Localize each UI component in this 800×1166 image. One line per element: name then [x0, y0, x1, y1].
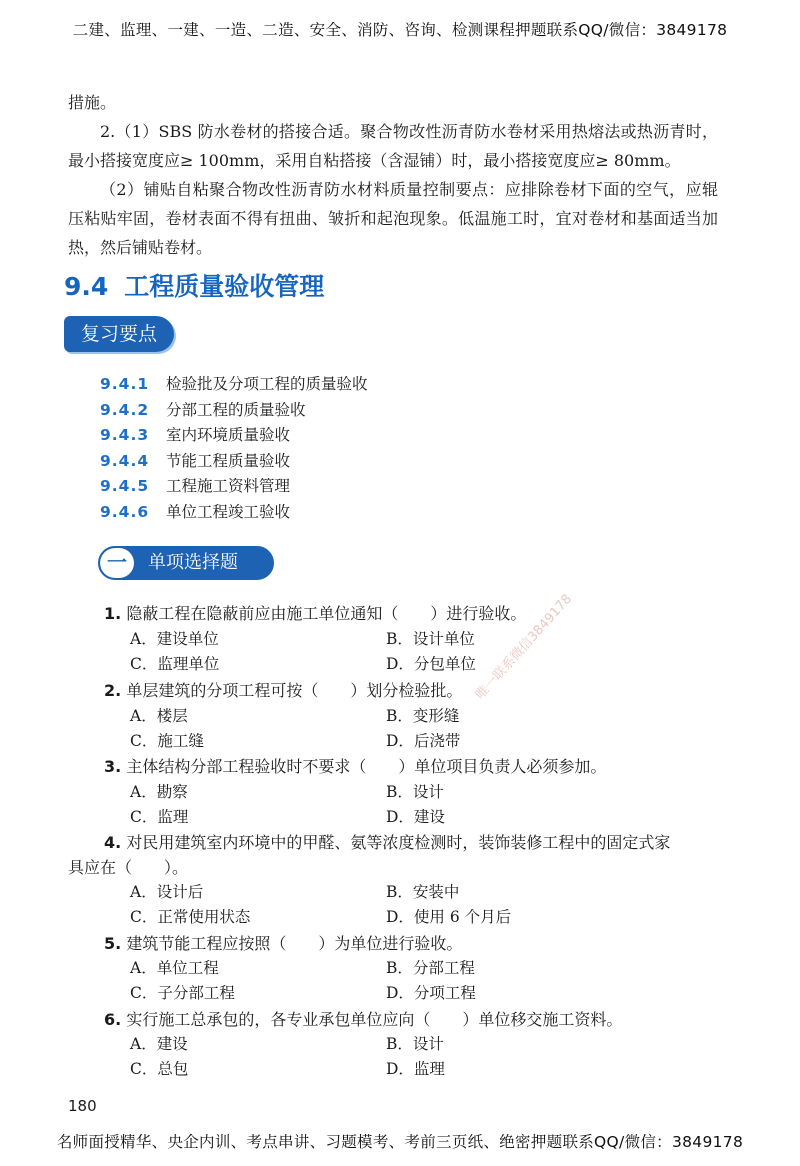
question-text-continued: 具应在（ ）。 [68, 858, 189, 877]
review-item-text: 单位工程竣工验收 [166, 502, 291, 521]
option-b: B．设计 [386, 783, 444, 801]
question-number: 2. [104, 681, 122, 700]
intro-line0: 措施。 [68, 93, 117, 112]
option-a: A．单位工程 [130, 959, 219, 977]
question-stem [104, 678, 462, 701]
option-b: B．设计单位 [386, 630, 475, 648]
option-b: B．变形缝 [386, 707, 460, 725]
review-item-number: 9.4.3 [100, 426, 150, 444]
review-item-number: 9.4.5 [100, 477, 150, 495]
review-item [100, 372, 368, 398]
question-stem [104, 931, 462, 954]
option-d: D．分项工程 [386, 984, 476, 1002]
review-item [100, 474, 368, 500]
question-text: 单层建筑的分项工程可按（ ）划分检验批。 [126, 681, 463, 700]
option-c: C．总包 [130, 1060, 189, 1078]
section-marker: 一 [100, 548, 134, 578]
option-a: A．建设 [130, 1035, 188, 1053]
option-d: D．分包单位 [386, 655, 476, 673]
review-item-text: 分部工程的质量验收 [166, 400, 306, 419]
option-d: D．监理 [386, 1060, 445, 1078]
review-item-text: 检验批及分项工程的质量验收 [166, 375, 368, 393]
intro-para2: （2）铺贴自粘聚合物改性沥青防水材料质量控制要点：应排除卷材下面的空气，应辊压粘贴牢固，卷材表面不得有扭曲、皱折和起泡现象。低温施工时，宜对卷材和基面适当加热，然后铺贴卷材。 [68, 180, 718, 257]
review-item-text: 室内环境质量验收 [166, 426, 291, 444]
option-c: C．施工缝 [130, 732, 204, 750]
question-text: 实行施工总承包的，各专业承包单位应向（ ）单位移交施工资料。 [126, 1010, 623, 1029]
option-b: B．安装中 [386, 883, 460, 901]
option-d: D．使用 6 个月后 [386, 908, 512, 926]
section-number: 9.4 [64, 272, 109, 301]
option-d: D．建设 [386, 808, 445, 826]
question-text: 隐蔽工程在隐蔽前应由施工单位通知（ ）进行验收。 [126, 604, 527, 623]
option-a: A．建设单位 [130, 630, 219, 648]
question-stem [104, 830, 670, 853]
question-stem [104, 601, 526, 624]
watermark: 唯一联系微信3849178 [472, 591, 576, 703]
review-item-number: 9.4.2 [100, 400, 150, 419]
question-number: 5. [104, 934, 122, 953]
option-a: A．楼层 [130, 707, 188, 725]
option-b: B．设计 [386, 1035, 444, 1053]
option-c: C．监理单位 [130, 655, 220, 673]
option-d: D．后浇带 [386, 732, 461, 750]
review-item [100, 500, 368, 526]
question-text: 建筑节能工程应按照（ ）为单位进行验收。 [126, 934, 463, 953]
top-banner: 二建、监理、一建、一造、二造、安全、消防、咨询、检测课程押题联系QQ/微信：3849178 [72, 21, 728, 39]
intro-para1: 2.（1）SBS 防水卷材的搭接合适。聚合物改性沥青防水卷材采用热熔法或热沥青时，最小搭接宽度应≥ 100mm，采用自粘搭接（含湿铺）时，最小搭接宽度应≥ 80mm。 [68, 122, 718, 170]
question-number: 4. [104, 833, 122, 852]
option-a: A．勘察 [130, 783, 188, 801]
review-item-number: 9.4.6 [100, 502, 150, 521]
question-stem [104, 754, 606, 777]
review-item [100, 398, 368, 424]
review-item-text: 节能工程质量验收 [166, 451, 291, 470]
question-number: 1. [104, 604, 122, 623]
review-item-text: 工程施工资料管理 [166, 477, 291, 495]
bottom-banner: 名师面授精华、央企内训、考点串讲、习题模考、考前三页纸、绝密押题联系QQ/微信：3849178 [56, 1133, 744, 1151]
section-title: 工程质量验收管理 [124, 272, 325, 301]
question-text: 主体结构分部工程验收时不要求（ ）单位项目负责人必须参加。 [126, 757, 607, 776]
question-number: 6. [104, 1010, 122, 1029]
option-c: C．子分部工程 [130, 984, 235, 1002]
review-item [100, 449, 368, 475]
review-item-number: 9.4.1 [100, 375, 150, 393]
single-choice-badge [98, 546, 274, 580]
intro-block [68, 88, 718, 262]
option-b: B．分部工程 [386, 959, 475, 977]
question-number: 3. [104, 757, 122, 776]
option-c: C．正常使用状态 [130, 908, 251, 926]
option-a: A．设计后 [130, 883, 204, 901]
review-item [100, 423, 368, 449]
question-text: 对民用建筑室内环境中的甲醛、氨等浓度检测时，装饰装修工程中的固定式家 [126, 833, 671, 852]
review-item-number: 9.4.4 [100, 451, 150, 470]
section-heading [64, 267, 324, 303]
question-stem [104, 1007, 622, 1030]
single-choice-label: 单项选择题 [148, 552, 238, 573]
option-c: C．监理 [130, 808, 189, 826]
page-number: 180 [68, 1097, 97, 1115]
review-list [100, 372, 368, 525]
review-points-badge: 复习要点 [64, 316, 174, 352]
